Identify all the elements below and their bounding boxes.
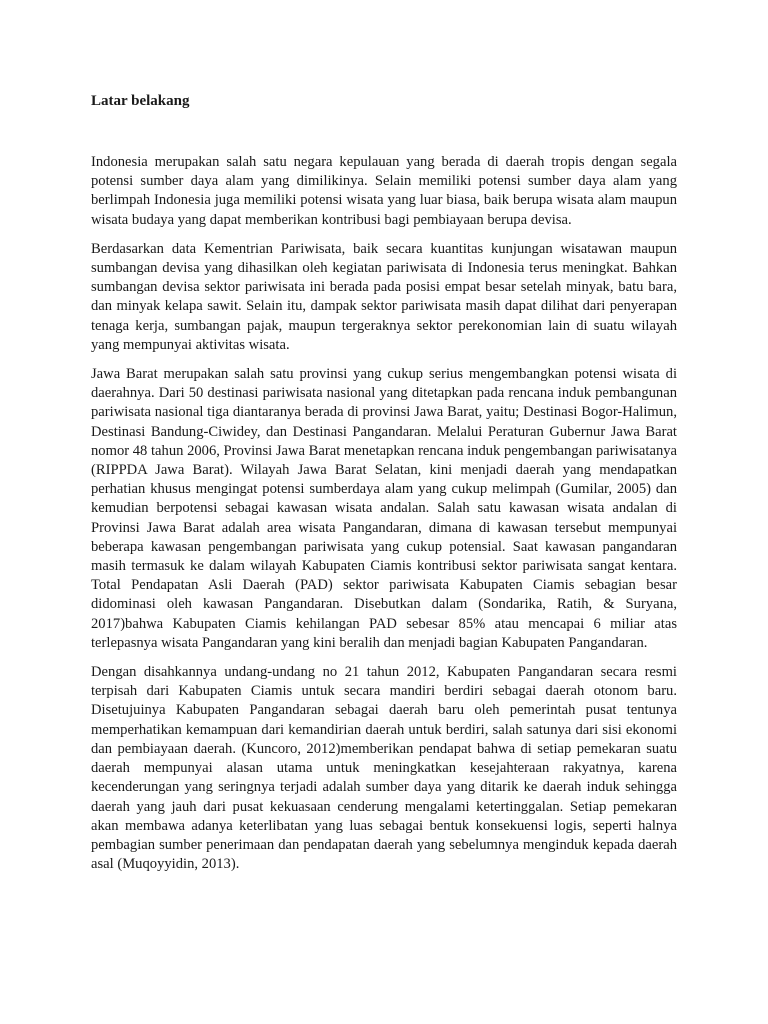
document-page bbox=[91, 92, 677, 884]
paragraph-3: Jawa Barat merupakan salah satu provinsi yang cukup serius mengembangkan potensi wisata di daerahnya. Dari 50 destinasi pariwisata nasional yang ditetapkan pada rencana induk pembangunan pariwisata nasional tiga diantaranya berada di provinsi Jawa Barat, yaitu; Destinasi Bogor-Halimun, Destinasi Bandung-Ciwidey, dan Destinasi Pangandaran. Melalui Peraturan Gubernur Jawa Barat nomor 48 tahun 2006, Provinsi Jawa Barat menetapkan rencana induk pengembangan pariwisatanya (RIPPDA Jawa Barat). Wilayah Jawa Barat Selatan, kini menjadi daerah yang mendapatkan perhatian khusus mengingat potensi sumberdaya alam yang cukup melimpah (Gumilar, 2005) dan kemudian berpotensi sebagai kawasan wisata andalan. Salah satu kawasan wisata andalan di Provinsi Jawa Barat adalah area wisata Pangandaran, dimana di kawasan tersebut mempunyai beberapa kawasan pengembangan pariwisata yang cukup potensial. Saat kawasan pangandaran masih termasuk ke dalam wilayah Kabupaten Ciamis kontribusi sektor pariwisata sangat kentara. Total Pendapatan Asli Daerah (PAD) sektor pariwisata Kabupaten Ciamis sebagian besar didominasi oleh kawasan Pangandaran. Disebutkan dalam (Sondarika, Ratih, & Suryana, 2017)bahwa Kabupaten Ciamis kehilangan PAD sebesar 85% atau mencapai 6 miliar atas terlepasnya wisata Pangandaran yang kini beralih dan menjadi bagian Kabupaten Pangandaran. bbox=[91, 366, 678, 651]
paragraph-2: Berdasarkan data Kementrian Pariwisata, baik secara kuantitas kunjungan wisatawan maupun sumbangan devisa yang dihasilkan oleh kegiatan pariwisata di Indonesia terus meningkat. Bahkan sumbangan devisa sektor pariwisata ini berada pada posisi empat besar setelah minyak, batu bara, dan minyak kelapa sawit. Selain itu, dampak sektor pariwisata masih dapat dilihat dari penyerapan tenaga kerja, sumbangan pajak, maupun tergeraknya sektor perekonomian lain di suatu wilayah yang mempunyai aktivitas wisata. bbox=[91, 240, 677, 353]
paragraph-4: Dengan disahkannya undang-undang no 21 tahun 2012, Kabupaten Pangandaran secara resmi terpisah dari Kabupaten Ciamis untuk secara mandiri berdiri sebagai daerah otonom baru. Disetujuinya Kabupaten Pangandaran sebagai daerah baru oleh pemerintah pusat tentunya memperhatikan kemampuan dari kemandirian daerah untuk berdiri, salah satunya dari sisi ekonomi dan pembiayaan daerah. (Kuncoro, 2012)memberikan pendapat bahwa di setiap pemekaran suatu daerah mempunyai alasan utama untuk meningkatkan kesejahteraan rakyatnya, karena kecenderungan yang seringnya terjadi adalah sumber daya yang ditarik ke daerah induk sehingga daerah yang jauh dari pusat kekuasaan cenderung mengalami ketertinggalan. Setiap pemekaran akan membawa adanya keterlibatan yang luas sebagai bentuk konsekuensi logis, seperti halnya pembagian sumber penerimaan dan pendapatan daerah yang sebelumnya menginduk kepada daerah asal (Muqoyyidin, 2013). bbox=[91, 664, 677, 873]
paragraph-1: Indonesia merupakan salah satu negara kepulauan yang berada di daerah tropis dengan segala potensi sumber daya alam yang dimilikinya. Selain memiliki potensi sumber daya alam yang berlimpah Indonesia juga memiliki potensi wisata yang luar biasa, baik berupa wisata alam maupun wisata budaya yang dapat memberikan kontribusi bagi pembiayaan berupa devisa. bbox=[91, 154, 677, 228]
section-heading: Latar belakang bbox=[91, 93, 190, 109]
